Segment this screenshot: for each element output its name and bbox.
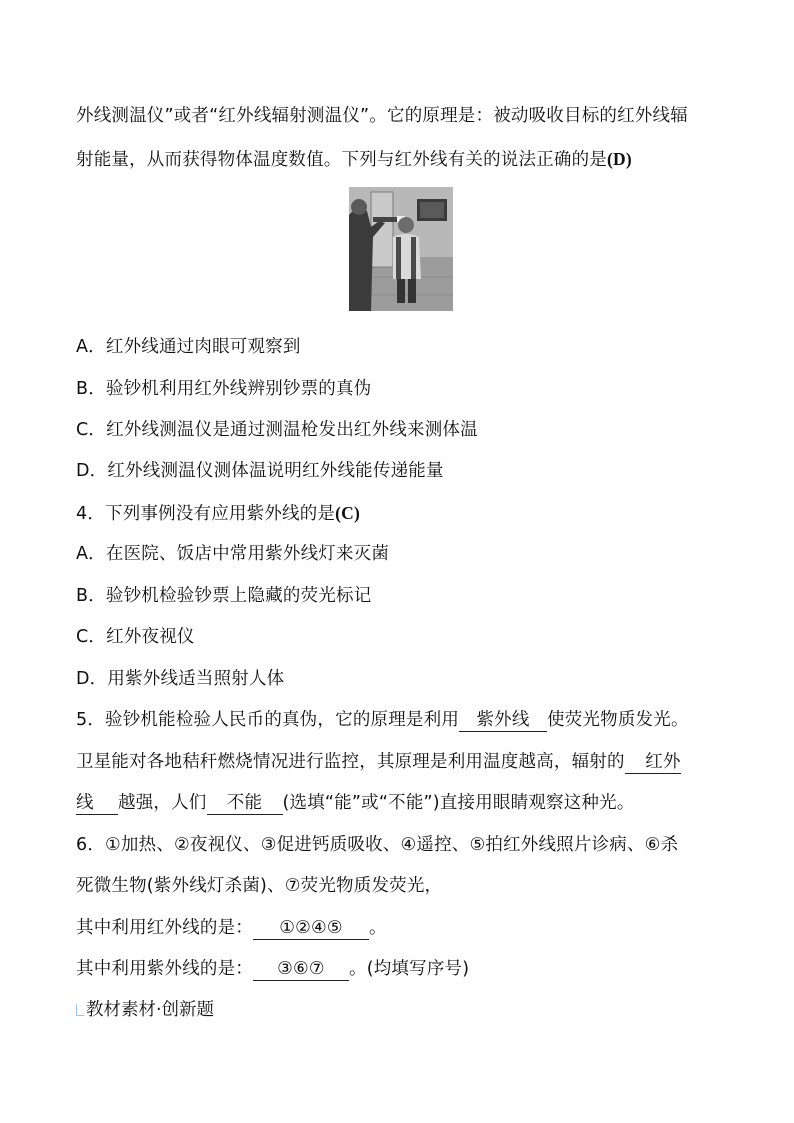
- q3-option-b: B．验钞机利用红外线辨别钞票的真伪: [76, 379, 372, 399]
- q6-uv-line: [76, 957, 469, 981]
- q6-line-1: 6．①加热、②夜视仪、③促进钙质吸收、④遥控、⑤拍红外线照片诊病、⑥杀: [76, 835, 679, 855]
- q4-answer: (C): [335, 503, 361, 523]
- intro-line-2: [76, 147, 632, 172]
- section-heading: [76, 998, 214, 1022]
- q5-blank-1: 紫外线: [459, 709, 547, 732]
- q5-part-2: 使荧光物质发光。: [547, 710, 689, 730]
- q4-option-d: D．用紫外线适当照射人体: [76, 669, 285, 689]
- q5-blank-3: 不能: [207, 792, 283, 815]
- q5-part-5: (选填“能”或“不能”)直接用眼睛观察这种光。: [282, 793, 635, 813]
- q6-line-2: 死微生物(紫外线灯杀菌)、⑦荧光物质发荧光，: [76, 876, 443, 896]
- q6-uv-label: 其中利用紫外线的是：: [76, 959, 253, 979]
- q5-line-1: [76, 708, 689, 732]
- q4-option-b: B．验钞机检验钞票上隐藏的荧光标记: [76, 586, 372, 606]
- photo-illustration: [349, 187, 453, 311]
- q5-blank-2b: 线: [76, 792, 118, 815]
- section-marker-icon: [76, 1004, 84, 1016]
- q5-blank-2a: 红外: [625, 751, 681, 774]
- q5-part-1: 5．验钞机能检验人民币的真伪，它的原理是利用: [76, 710, 460, 730]
- temperature-check-photo: [349, 187, 453, 311]
- q6-ir-label: 其中利用红外线的是：: [76, 918, 253, 938]
- q5-line-2: [76, 750, 681, 774]
- intro-line-2-text: 射能量，从而获得物体温度数值。下列与红外线有关的说法正确的是: [76, 150, 607, 170]
- q4-option-c: C．红外夜视仪: [76, 627, 195, 647]
- q3-option-c: C．红外线测温仪是通过测温枪发出红外线来测体温: [76, 420, 478, 440]
- q5-part-4: 越强，人们: [118, 793, 207, 813]
- q3-option-d: D．红外线测温仪测体温说明红外线能传递能量: [76, 461, 444, 481]
- intro-line-1: 外线测温仪”或者“红外线辐射测温仪”。它的原理是：被动吸收目标的红外线辐: [76, 106, 688, 126]
- q6-ir-line: [76, 916, 387, 940]
- q6-uv-end: 。(均填写序号): [349, 959, 470, 979]
- q3-answer: (D): [607, 149, 632, 169]
- q6-uv-answer: ③⑥⑦: [253, 958, 349, 981]
- q4-option-a: A．在医院、饭店中常用紫外线灯来灭菌: [76, 544, 390, 564]
- q6-ir-answer: ①②④⑤: [253, 917, 369, 940]
- q4-stem: [76, 501, 360, 526]
- q5-line-3: [76, 791, 635, 815]
- q5-part-3: 卫星能对各地秸秆燃烧情况进行监控，其原理是利用温度越高，辐射的: [76, 752, 625, 772]
- q6-ir-end: 。: [369, 918, 387, 938]
- section-title: 教材素材·创新题: [86, 1000, 215, 1020]
- q4-stem-text: 4．下列事例没有应用紫外线的是: [76, 504, 336, 524]
- q3-option-a: A．红外线通过肉眼可观察到: [76, 337, 301, 357]
